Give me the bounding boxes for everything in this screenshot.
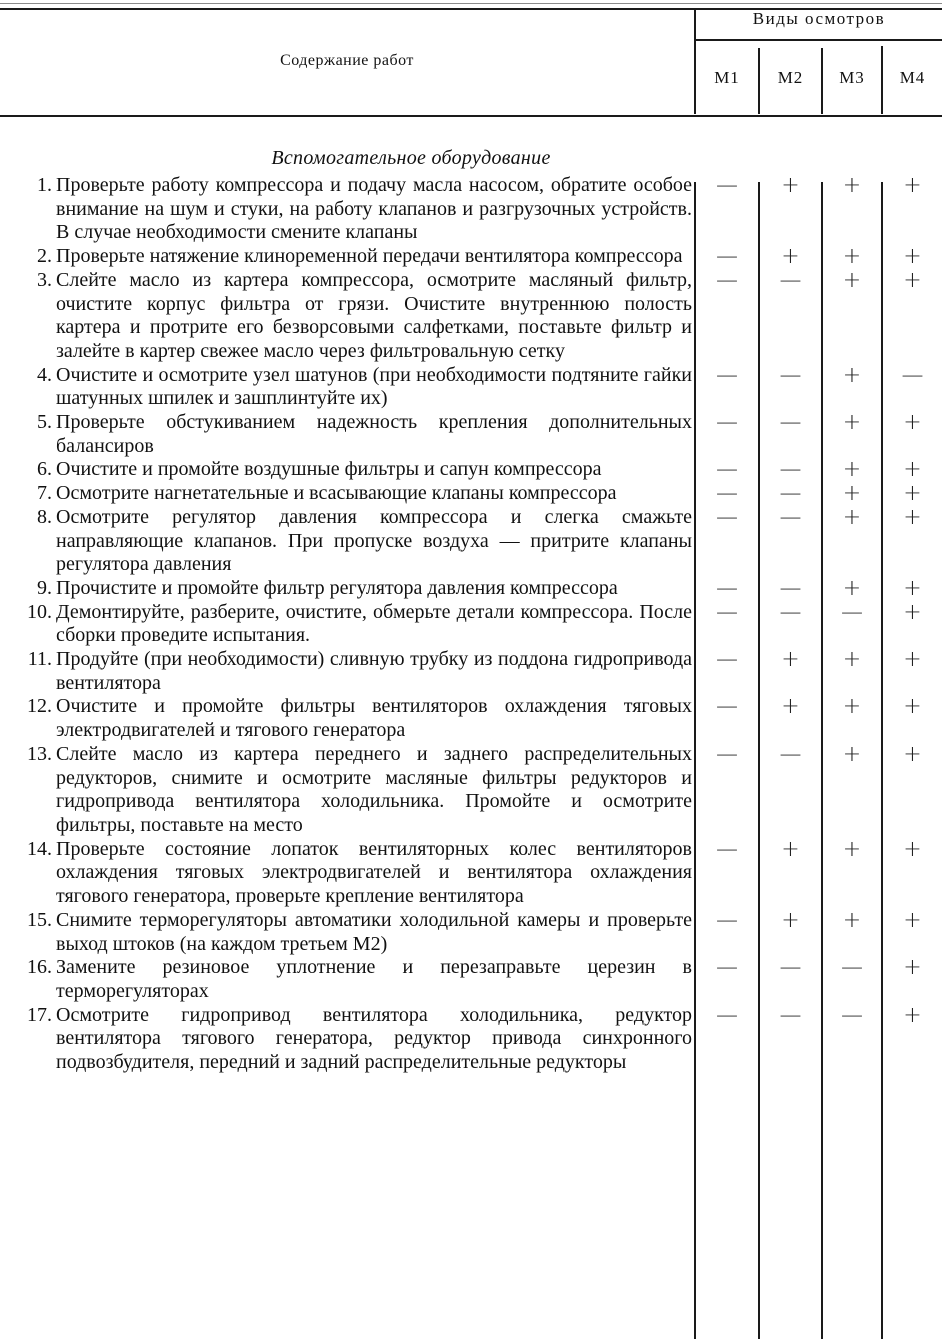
inspection-types-header: Виды осмотров [752,9,886,28]
mark-m1: — [716,647,738,673]
mark-m3: + [842,647,862,673]
row-marks [696,601,942,625]
mark-m2: — [779,741,802,767]
mark-m2: + [781,244,800,270]
table-row [0,458,942,482]
row-marks [696,482,942,506]
mark-m4: + [903,173,922,198]
mark-m4: + [903,694,922,720]
row-task-text: Осмотрите нагнетательные и всасывающие клапаны компрессора [56,482,617,505]
table-row [0,601,942,648]
row-task-text: Осмотрите гидропривод вентилятора холодильника, редуктор вентилятора тягового генератора, редуктор привода синхронного подвозбудителя, передний и задний распределительные редукторы [56,1003,692,1074]
mark-m3: + [842,481,862,507]
section-title-text: Вспомогательное оборудование [271,147,551,169]
row-marks [696,506,942,530]
row-number: 17. [27,1003,52,1026]
table-row [0,909,942,956]
table-row [0,411,942,458]
mark-m4: + [903,457,922,483]
mark-m4: + [903,741,922,767]
row-task-text: Слейте масло из картера компрессора, осмотрите масляный фильтр, очистите корпус фильтра от грязи. Очистите внутреннюю полость картера и протрите его безворсовыми салфетками, поставьте фильтр и залейте в картер свежее масло через фильтровальную сетку [56,268,692,362]
row-number: 15. [27,908,52,931]
mark-m3: — [841,955,863,981]
row-marks [696,695,942,719]
task-list [0,174,942,1075]
table-row [0,648,942,695]
mark-m3: + [842,907,862,933]
row-marks [696,458,942,482]
mark-m1: — [716,173,738,198]
mark-m4: + [903,504,922,530]
mark-m1: — [716,599,738,625]
mark-m2: — [779,481,802,507]
row-task-text: Проверьте натяжение клиноременной передачи вентилятора компрессора [56,245,683,268]
mark-m3: + [842,244,862,270]
mark-m2: — [779,362,802,388]
header-group-underline [696,39,942,41]
row-number: 10. [27,600,52,623]
mark-m1: — [716,457,738,483]
row-marks [696,956,942,980]
mark-m1: — [716,267,738,293]
mark-m3: + [842,457,862,483]
row-marks [696,577,942,601]
row-number: 14. [27,837,52,860]
row-number: 7. [37,482,52,505]
column-header-m4: М4 [899,68,926,87]
row-marks [696,245,942,269]
mark-m1: — [716,741,738,767]
mark-m3: + [842,694,862,720]
table-row [0,245,942,269]
mark-m3: + [842,741,862,767]
mark-m2: — [779,575,802,601]
row-task-text: Проверьте состояние лопаток вентиляторных колес вентиляторов охлаждения тяговых электродвигателей и вентилятора охлаждения тягового генератора, проверьте крепление вентилятора [56,837,692,908]
mark-m3: + [842,362,862,388]
table-row [0,269,942,364]
mark-m4: + [903,267,922,293]
row-marks [696,1004,942,1028]
row-marks [696,411,942,435]
row-marks [696,174,942,198]
mark-m3: — [841,599,863,625]
row-number: 9. [37,576,52,599]
mark-m4: + [903,575,922,601]
row-number: 2. [37,245,52,268]
row-marks [696,364,942,388]
row-marks [696,909,942,933]
table-row [0,506,942,577]
table-row [0,482,942,506]
mark-m3: + [842,410,862,436]
column-header-m2: М2 [777,68,804,87]
mark-m1: — [716,694,738,720]
mark-m1: — [716,575,738,601]
row-task-text: Очистите и промойте фильтры вентиляторов охлаждения тяговых электродвигателей и тягового генератора [56,695,692,742]
row-task-text: Продуйте (при необходимости) сливную трубку из поддона гидропривода вентилятора [56,648,692,694]
mark-m4: + [903,244,922,270]
mark-m1: — [716,362,738,388]
mark-m1: — [716,481,738,507]
mark-m4: — [901,362,924,388]
mark-m1: — [716,1002,738,1028]
mark-m3: + [842,575,862,601]
row-number: 6. [37,458,52,481]
row-marks [696,269,942,293]
content-column-header: Содержание работ [280,52,414,69]
row-number: 1. [37,174,52,196]
row-number: 12. [27,695,52,718]
table-row [0,1004,942,1075]
mark-m2: + [781,647,800,673]
mark-m4: + [903,955,922,981]
mark-m2: + [781,173,800,198]
row-marks [696,648,942,672]
mark-m3: + [842,173,862,198]
mark-m3: + [842,836,862,862]
row-task-text: Проверьте работу компрессора и подачу масла насосом, обратите особое внимание на шум и стуки, на работу клапанов и разгрузочных устройств. В случае необходимости смените клапаны [56,174,692,244]
row-number: 5. [37,411,52,434]
mark-m1: — [716,907,738,933]
mark-m1: — [716,836,738,862]
mark-m2: + [781,694,800,720]
mark-m2: — [779,504,802,530]
mark-m2: + [781,836,800,862]
row-task-text: Очистите и осмотрите узел шатунов (при необходимости подтяните гайки шатунных шпилек и зашплинтуйте их) [56,363,692,410]
row-number: 4. [37,363,52,386]
mark-m4: + [903,599,922,625]
mark-m2: — [779,1002,802,1028]
mark-m2: — [779,457,802,483]
row-task-text: Слейте масло из картера переднего и заднего распределительных редукторов, снимите и осмотрите масляные фильтры редукторов и гидропривода вентилятора холодильника. Промойте и осмотрите фильтры, поставьте на место [56,742,692,836]
mark-m4: + [903,410,922,436]
row-task-text: Снимите терморегуляторы автоматики холодильной камеры и проверьте выход штоков (на каждом третьем М2) [56,908,692,955]
row-number: 16. [27,956,52,979]
mark-m1: — [716,504,738,530]
row-task-text: Демонтируйте, разберите, очистите, обмерьте детали компрессора. После сборки проведите испытания. [56,600,692,647]
mark-m3: + [842,267,862,293]
mark-m3: + [842,504,862,530]
table-row [0,956,942,1003]
mark-m2: — [779,599,802,625]
mark-m1: — [716,955,738,981]
mark-m2: — [779,410,802,436]
mark-m1: — [716,244,738,270]
column-header-m1: М1 [714,68,740,87]
table-row [0,838,942,909]
header-bottom-rule [0,115,942,117]
table-row [0,695,942,742]
table-row [0,364,942,411]
table-row [0,174,942,245]
row-number: 13. [27,742,52,765]
header-top-rule-thin [0,3,942,4]
row-task-text: Проверьте обстукиванием надежность крепления дополнительных балансиров [56,411,692,457]
row-number: 3. [37,268,52,291]
mark-m4: + [903,1002,922,1028]
row-marks [696,838,942,862]
mark-m4: + [903,907,922,933]
mark-m4: + [903,647,922,673]
mark-m2: — [779,955,802,981]
table-row [0,577,942,601]
row-marks [696,743,942,767]
row-task-text: Замените резиновое уплотнение и перезаправьте церезин в терморегуляторах [56,956,692,1002]
mark-m4: + [903,481,922,507]
mark-m1: — [716,410,738,436]
row-task-text: Прочистите и промойте фильтр регулятора давления компрессора [56,576,618,599]
row-task-text: Осмотрите регулятор давления компрессора и слегка смажьте направляющие клапанов. При пропуске воздуха — притрите клапаны регулятора давления [56,505,692,576]
mark-m4: + [903,836,922,862]
section-title [0,147,942,170]
column-header-m3: М3 [839,68,865,87]
row-task-text: Очистите и промойте воздушные фильтры и сапун компрессора [56,458,602,481]
mark-m3: — [841,1002,863,1028]
row-number: 8. [37,505,52,528]
mark-m2: — [779,267,802,293]
mark-m2: + [781,907,800,933]
table-row [0,743,942,838]
row-number: 11. [27,648,52,671]
